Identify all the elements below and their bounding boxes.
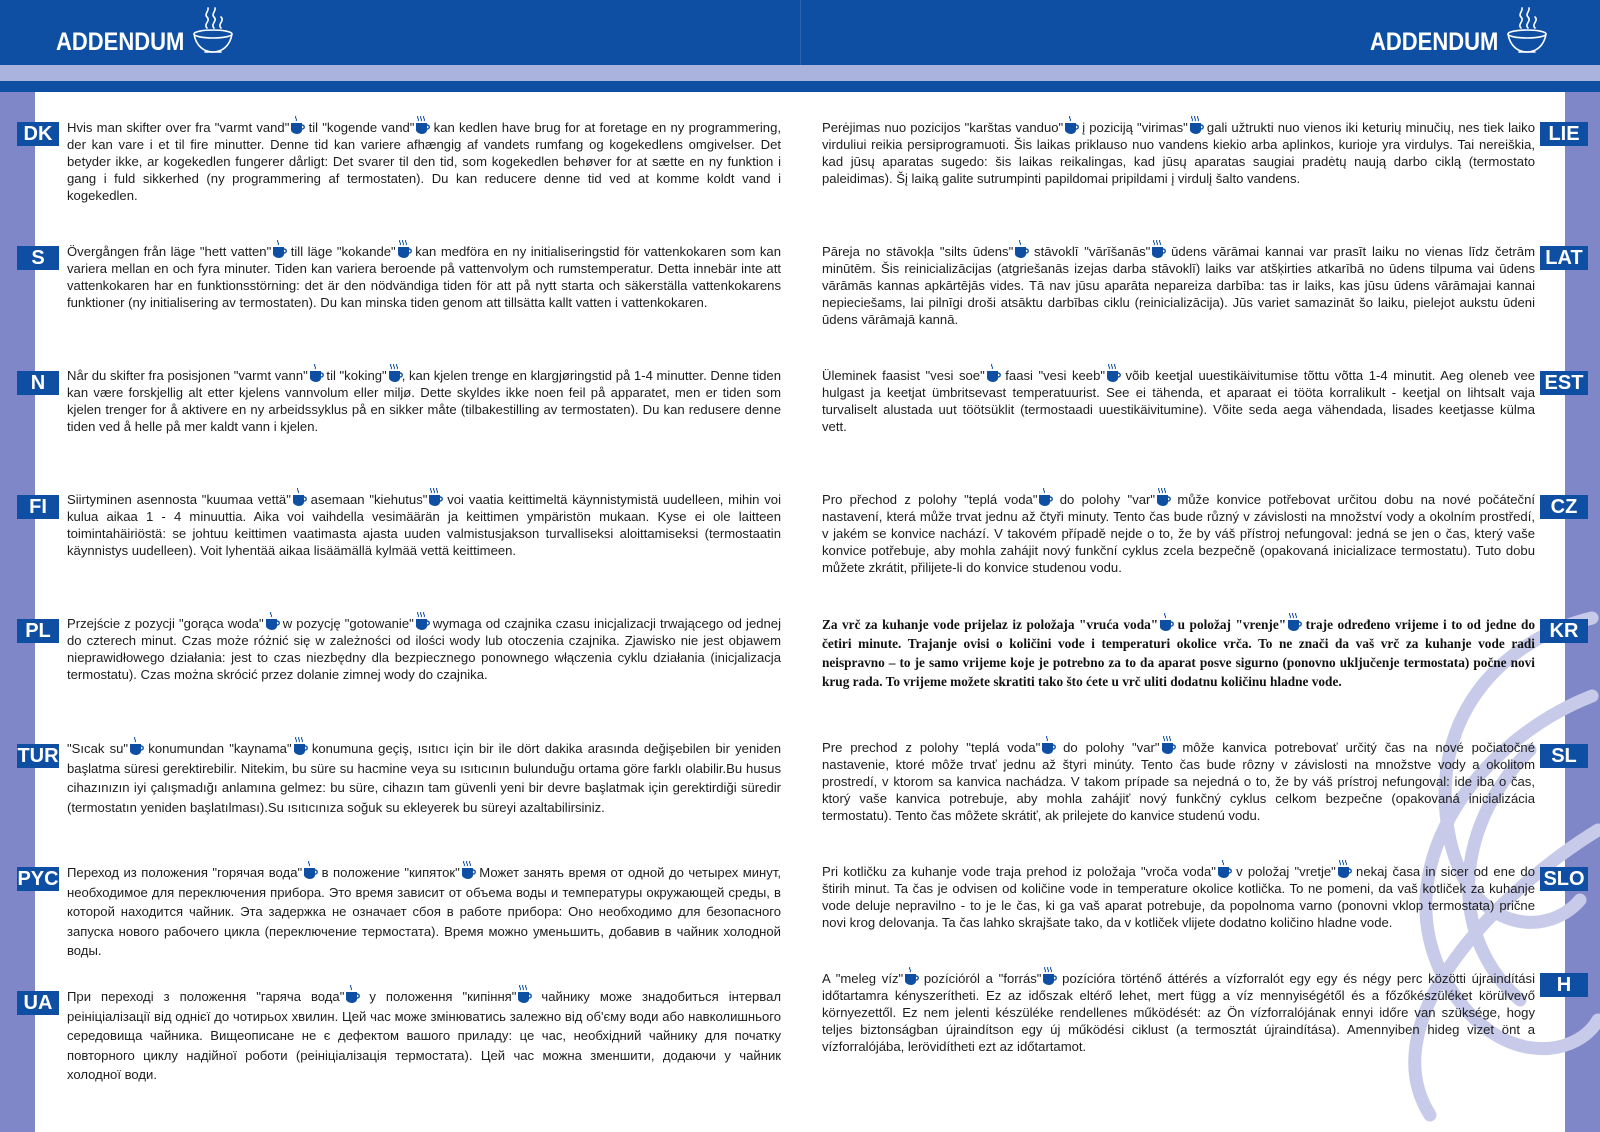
- language-badge-s: S: [17, 246, 59, 270]
- cup-icon: [309, 369, 322, 382]
- paragraph-text: , kan kjelen trenge en klargjøringstid på 1-4 minutter. Denne tiden kan være forskjellig alt etter kjelens vannvolum eller miljø. Dette skyldes ikke noen feil på apparatet, men er tiden som kjelen trenger for å aktivere en ny arbeidssyklus på en sikker måte (tilbakestilling av termostaten). Du kan redusere denne tiden ved å helle på mer kaldt vann i kjelen.: [67, 368, 781, 434]
- language-badge-est: EST: [1540, 371, 1588, 395]
- paragraph-text: Pro přechod z polohy "teplá voda": [822, 492, 1038, 507]
- paragraph-tur: [67, 739, 781, 817]
- cup-icon: [1217, 865, 1230, 878]
- paragraph-text: konumundan "kaynama": [143, 741, 292, 756]
- cup-icon: [986, 369, 999, 382]
- paragraph-dk: [67, 119, 781, 204]
- language-badge-lie: LIE: [1540, 122, 1588, 146]
- steaming-bowl-icon: [192, 6, 236, 56]
- cup-icon: [303, 866, 316, 879]
- cup-icon: [345, 990, 358, 1003]
- paragraph-text: til "koking": [322, 368, 387, 383]
- paragraph-text: gali užtrukti nuo vienos iki keturių minučių, nes tiek laiko virduliui reikia persiprogramuoti. Šis laikas priklauso nuo vandens kiekio arba aplinkos, kurioje yra virdulys. Tai nereiškia, kad jūsų aparatas sugedo: šis laikas reikalingas, kad jūsų aparatas saugiai pradėtų naują darbo ciklą (termostato paleidimas). Šį laiką galite sutrumpinti papildomai pripildami į virdulį šalto vandens.: [822, 120, 1535, 186]
- paragraph-text: kan kedlen have brug for at foretage en ny programmering, der kan vare i et til fire minutter. Denne tid kan variere afhængig af vandets rumfang og kogekedlens omgivelser. Det betyder ikke, ar kogekedlen fungerer dårligt: Det svarer til den tid, som kogekedlen behøver for at sætte en ny funktion i gang i fuld sikkerhed (ny programmering af termostaten). Du kan reducere denne tid ved at komme koldt vand i kogekedlen.: [67, 120, 781, 203]
- paragraph-cz: [822, 491, 1535, 576]
- paragraph-kr: [822, 615, 1535, 691]
- paragraph-s: [67, 243, 781, 311]
- language-badge-lat: LAT: [1540, 246, 1588, 270]
- paragraph-slo: [822, 863, 1535, 931]
- language-badge-fi: FI: [17, 495, 59, 519]
- paragraph-text: stāvoklī "vārīšanās": [1028, 244, 1151, 259]
- steaming-cup-icon: [397, 245, 410, 258]
- language-badge-kr: KR: [1540, 619, 1588, 643]
- steaming-cup-icon: [1151, 245, 1164, 258]
- paragraph-pyc: [67, 863, 781, 961]
- paragraph-pl: [67, 615, 781, 683]
- paragraph-text: Üleminek faasist "vesi soe": [822, 368, 985, 383]
- cup-icon: [272, 245, 285, 258]
- language-badge-h: H: [1540, 973, 1588, 997]
- steaming-cup-icon: [461, 866, 474, 879]
- paragraph-text: ūdens vārāmai kannai var prasīt laiku no vienas līdz četrām minūtēm. Šis reinicializācijas (atgriešanās izejas darba stāvoklī) laiks var atšķirties atkarībā no ūdens tilpuma vai ūdens vārāmās kannas apkārtējās vides. Tā nav jūsu aparāta nepareiza darbība: tas ir laiks, kas jūsu ūdens vārāmajai kannai nepieciešams, lai pilnīgi droši atsāktu darbības ciklu (reinicializācija). Jūs variet samazināt šo laiku, pielejot aukstu ūdeni ūdens vārāmajā kannā.: [822, 244, 1535, 327]
- paragraph-text: Przejście z pozycji "gorąca woda": [67, 616, 264, 631]
- cup-icon: [904, 972, 917, 985]
- paragraph-text: konumuna geçiş, ısıtıcı için bir ile dört dakika arasında değişebilen bir yeniden başlatma süresi gerektirebilir. Nitekim, bu süre su hacmine veya su ısıtıcının bulunduğu ortama göre farklı olabilir.Bu husus cihazınızın iyi çalışmadığı anlamına gelmez: bu süre, cihazın tam güvenli yeni bir devre başlatmak için gerektirdiği süredir (termostatın yeniden başlatılması).Su ısıtıcınıza soğuk su ekleyerek bu süreyi azaltabilirsiniz.: [67, 741, 781, 815]
- paragraph-text: чайнику може знадобиться інтервал реініціалізації від однієї до чотирьох хвилин. Цей час може змінюватись залежно від об'єму води або навколишнього середовища чайника. Вищеописане не є дефектом вашого приладу: це час, необхідний чайнику для початку повторного циклу надійної роботи (реініціалізація термостата). Цей час можна зменшити, додаючи у чайник холодної води.: [67, 989, 782, 1082]
- steaming-cup-icon: [1161, 741, 1174, 754]
- paragraph-text: Hvis man skifter over fra "varmt vand": [67, 120, 290, 135]
- paragraph-text: w pozycję "gotowanie": [278, 616, 414, 631]
- steaming-cup-icon: [428, 493, 441, 506]
- language-badge-cz: CZ: [1540, 495, 1588, 519]
- paragraph-text: traje određeno vrijeme i to od jedne do četiri minute. Trajanje ovisi o količini vode i temperaturi okolice vrča. To ne znači da vaš vrč za kuhanje vode radi neispravno – to je samo vrijeme koje je potrebno za to da aparat posve sigurno (ponovno uključenje termostata) počne novi krug rada. To vrijeme možete skratiti tako što ćete u vrč uliti dodatnu količinu hladne vode.: [822, 617, 1535, 689]
- steaming-cup-icon: [293, 742, 306, 755]
- cup-icon: [1064, 121, 1077, 134]
- steaming-cup-icon: [1156, 493, 1169, 506]
- paragraph-n: [67, 367, 781, 435]
- paragraph-text: do polohy "var": [1052, 492, 1156, 507]
- paragraph-text: může konvice potřebovat určitou dobu na nové počáteční nastavení, která může trvat jednu až čtyři minuty. Tento čas bude různý v závislosti na množství vody a okolním prostředí, v jakém se konvice nachází. V takovém případě nejde o to, že by váš přístroj nefungoval: jedná se jen o čas, který vaše konvice potřebuje, aby mohla zahájit nový funkční cyklus zcela bezpečně (opakovaná inicializace termostatu). Tuto dobu můžete zkrátit, přilijete-li do konvice studenou vodu.: [822, 492, 1535, 575]
- cup-icon: [290, 121, 303, 134]
- steaming-cup-icon: [1042, 972, 1055, 985]
- paragraph-text: kan medföra en ny initialiseringstid för vattenkokaren som kan variera mellan en och fyra minuter. Tiden kan variera beroende på vattenvolym och rumstemperatur. Detta innebär inte att vattenkokaren har en funktionsstörning: det är den nödvändiga tiden för att på nytt starta och säkerställa vattenkokarens funktioner (ny initialisering av termostaten). Du kan minska tiden genom att tillsätta kallt vatten i vattenkokaren.: [67, 244, 781, 310]
- paragraph-fi: [67, 491, 781, 559]
- language-badge-tur: TUR: [17, 745, 59, 767]
- paragraph-text: till läge "kokande": [286, 244, 396, 259]
- language-badge-ua: UA: [17, 991, 59, 1015]
- paragraph-text: pozícióról a "forrás": [918, 971, 1042, 986]
- paragraph-text: do polohy "var": [1055, 740, 1160, 755]
- paragraph-text: Perėjimas nuo pozicijos "karštas vanduo": [822, 120, 1064, 135]
- cup-icon: [1041, 741, 1054, 754]
- language-badge-pl: PL: [17, 619, 59, 643]
- paragraph-text: pozícióra történő áttérés a vízforralót egy egy és négy perc közötti újraindítási időtartamra kényszerítheti. Ez az időszak eltérő lehet, mert függ a víz mennyiségétől és a főzőkészüléket körülvevő környezettől. Ez nem jelenti készüléke rendellenes működését: az Ön vízforralójának ennyi időre van szüksége, hogy teljes biztonságban újraindítson egy új működési ciklust (a termosztát újraindítása). Amennyiben hideg vizet önt a vízforralójába, lerövidítheti ezt az időtartamot.: [822, 971, 1535, 1054]
- paragraph-text: võib keetjal uuestikäivitumise tõttu võtta 1-4 minutit. Aeg oleneb vee hulgast ja keetjat ümbritsevast temperatuurist. See ei tähenda, et aparaat ei tööta korralikult - keetjal on lihtsalt vaja turvaliselt alustada uut töötsüklit (termostaadi uuestikäivitumine). Võite seda aega vähendada, lisades keetjasse külma vett.: [822, 368, 1536, 434]
- cup-icon: [265, 617, 278, 630]
- language-badge-sl: SL: [1540, 744, 1588, 768]
- paragraph-lie: [822, 119, 1535, 187]
- header-stripe-dark: [0, 81, 1600, 92]
- steaming-bowl-icon: [1506, 6, 1550, 56]
- steaming-cup-icon: [1189, 121, 1202, 134]
- language-badge-dk: DK: [17, 122, 59, 146]
- steaming-cup-icon: [1106, 369, 1119, 382]
- paragraph-text: Pre prechod z polohy "teplá voda": [822, 740, 1041, 755]
- paragraph-text: asemaan "kiehutus": [305, 492, 428, 507]
- paragraph-text: Siirtyminen asennosta "kuumaa vettä": [67, 492, 291, 507]
- paragraph-text: "Sıcak su": [67, 741, 129, 756]
- paragraph-text: faasi "vesi keeb": [999, 368, 1106, 383]
- paragraph-lat: [822, 243, 1535, 328]
- steaming-cup-icon: [517, 990, 530, 1003]
- steaming-cup-icon: [1287, 618, 1300, 631]
- cup-icon: [129, 742, 142, 755]
- language-badge-pyc: PYC: [17, 868, 59, 890]
- paragraph-text: Når du skifter fra posisjonen "varmt vann": [67, 368, 308, 383]
- steaming-cup-icon: [415, 121, 428, 134]
- paragraph-text: v položaj "vretje": [1230, 864, 1336, 879]
- cup-icon: [292, 493, 305, 506]
- cup-icon: [1014, 245, 1027, 258]
- steaming-cup-icon: [415, 617, 428, 630]
- addendum-title-right: ADDENDUM: [1370, 28, 1499, 56]
- steaming-cup-icon: [388, 369, 401, 382]
- paragraph-text: į poziciją "virimas": [1078, 120, 1188, 135]
- addendum-title-left: ADDENDUM: [56, 28, 185, 56]
- paragraph-text: wymaga od czajnika czasu inicjalizacji trwającego od jednej do czterech minut. Czas może różnić się w zależności od ilości wody lub otoczenia czajnika. Zjawisko nie jest objawem nieprawidłowego działania: jest to czas niezbędny dla bezpiecznego ponownego włączenia cyklu działania (inicjalizacja termostatu). Czas można skrócić przez dolanie zimnej wody do czajnika.: [67, 616, 781, 682]
- paragraph-text: Переход из положения "горячая вода": [67, 865, 303, 880]
- language-badge-slo: SLO: [1540, 867, 1588, 891]
- paragraph-text: Pāreja no stāvokļa "silts ūdens": [822, 244, 1014, 259]
- paragraph-text: u položaj "vrenje": [1173, 617, 1287, 632]
- paragraph-text: Za vrč za kuhanje vode prijelaz iz položaja "vruća voda": [822, 617, 1159, 632]
- paragraph-est: [822, 367, 1535, 435]
- paragraph-text: в положение "кипяток": [317, 865, 460, 880]
- cup-icon: [1038, 493, 1051, 506]
- paragraph-text: Pri kotličku za kuhanje vode traja prehod iz položaja "vroča voda": [822, 864, 1216, 879]
- paragraph-text: При переході з положення "гаряча вода": [67, 989, 345, 1004]
- header-stripe-light: [0, 65, 1600, 81]
- paragraph-text: Övergången från läge "hett vatten": [67, 244, 272, 259]
- paragraph-text: til "kogende vand": [304, 120, 415, 135]
- cup-icon: [1159, 618, 1172, 631]
- language-badge-n: N: [17, 371, 59, 395]
- paragraph-text: nekaj časa in sicer od ene do štirih minut. Ta čas je odvisen od količine vode in temperature okolice kotlička. To ne pomeni, da vaš kotliček za kuhanje vode deluje nepravilno - to je le čas, ki ga vaš aparat potrebuje, da popolnoma varno (ponovni vklop termostata) prične novi krog delovanja. Ta čas lahko skrajšate tako, da v kotliček vlijete dodatno količino hladne vode.: [822, 864, 1535, 930]
- paragraph-h: [822, 970, 1535, 1055]
- paragraph-ua: [67, 987, 781, 1085]
- paragraph-text: Может занять время от одной до четырех минут, необходимое для переключения прибора. Это время зависит от объема воды и температуры окружающей среды, в которой находится чайник. Эта задержка не означает сбоя в работе прибора: Оно необходимо для безопасного запуска нового рабочего цикла (переключение термостата). Время можно уменьшить, добавив в чайник холодной воды.: [67, 865, 781, 958]
- paragraph-text: môže kanvica potrebovať určitý čas na nové počiatočné nastavenie, ktoré môže trvať jednu až štyri minúty. Tento čas bude rôzny v závislosti na množstve vody a okolitom prostredí, v ktorom sa kanvica nachádza. V takom prípade sa nejedná o to, že by váš prístroj nefungoval: ide iba o čas, ktorý vaše kanvica potrebuje, aby mohla zahájiť nový funkčný cyklus celkom bezpečne (opakovaná inicializácia termostatu). Tento čas môžete skrátiť, ak prilejete do kanvice studenú vodu.: [822, 740, 1535, 823]
- paragraph-text: у положення "кипіння": [359, 989, 517, 1004]
- steaming-cup-icon: [1337, 865, 1350, 878]
- paragraph-text: A "meleg víz": [822, 971, 904, 986]
- paragraph-text: voi vaatia keittimeltä käynnistymistä uudelleen, mihin voi kulua aikaa 1 - 4 minuuttia. Aika voi vaihdella vesimäärän ja keittimen ympäristön mukaan. Kyse ei ole laitteen toimintahäiriöstä: se johtuu keittimen vaatimasta ajasta uuden valmistusjakson turvalliseksi aloittamiseksi (termostaatin käynnistys uudelleen). Voit lyhentää aikaa lisäämällä kylmää vettä keittimeen.: [67, 492, 781, 558]
- paragraph-sl: [822, 739, 1535, 824]
